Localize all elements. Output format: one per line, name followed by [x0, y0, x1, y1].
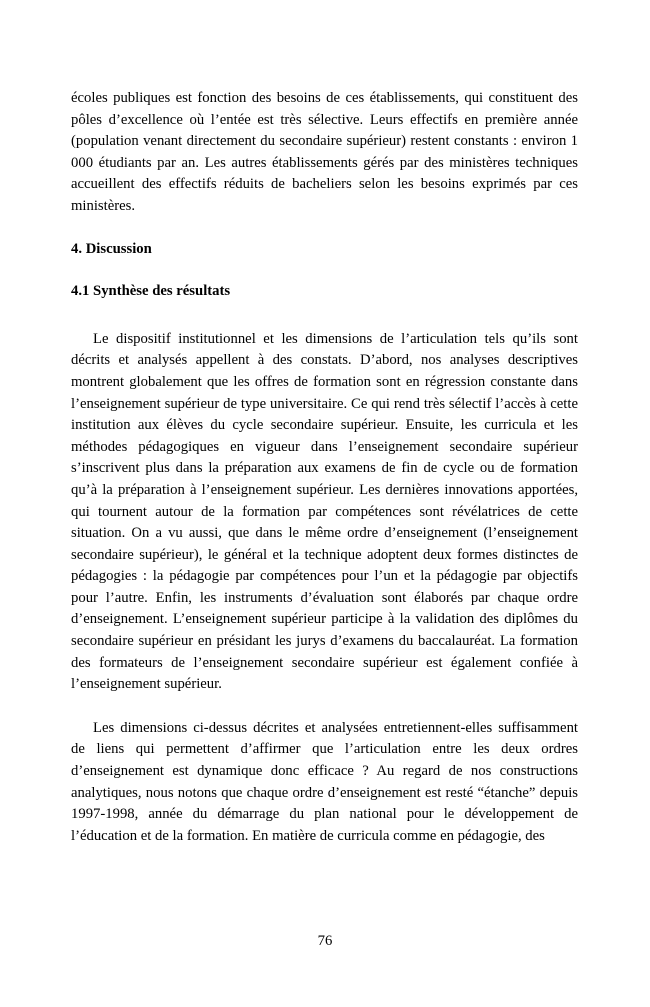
paragraph-synthesis-second: Les dimensions ci-dessus décrites et analysées entretiennent-elles suffisamment de liens qui permettent d’affirmer que l’articulation entre les deux ordres d’enseignement est dynamique donc efficace ? Au regard de nos constructions analytiques, nous notons que chaque ordre d’enseignement est resté “étanche” depuis 1997-1998, année du démarrage du plan national pour le développement de l’éducation et de la formation. En matière de curricula comme en pédagogie, des: [71, 719, 578, 844]
paragraph-intro-continued: écoles publiques est fonction des besoins de ces établissements, qui constituent des pôles d’excellence où l’entée est très sélective. Leurs effectifs en première année (population venant directement du secondaire supérieur) restent constants : environ 1 000 étudiants par an. Les autres établissements gérés par des ministères techniques accueillent des effectifs réduits de bacheliers selon les besoins exprimés par ces ministères.: [71, 90, 578, 214]
section-heading-discussion: 4. Discussion: [71, 240, 152, 257]
spacer-before-subsection-heading: [71, 260, 578, 281]
page-number: 76: [317, 933, 333, 949]
page-text-block: [71, 88, 578, 847]
subsection-heading-synthese: 4.1 Synthèse des résultats: [71, 283, 231, 300]
spacer-between-paragraphs: [71, 696, 578, 718]
spacer-after-subsection-heading: [71, 303, 578, 329]
paragraph-synthesis-first: Le dispositif institutionnel et les dimensions de l’articulation tels qu’ils sont décrits et analysés appellent à des constats. D’abord, nos analyses descriptives montrent globalement que les offres de formation sont en régression constante dans l’enseignement supérieur de type universitaire. Ce qui rend très sélectif l’accès à cette institution aux élèves du cycle secondaire supérieur. Ensuite, les curricula et les méthodes pédagogiques en vigueur dans l’enseignement secondaire supérieur s’inscrivent plus dans la préparation aux examens de fin de cycle ou de formation qu’à la préparation à l’enseignement supérieur. Les dernières innovations apportées, qui tournent autour de la formation par compétences sont révélatrices de cette situation. On a vu aussi, que dans le même ordre d’enseignement (l’enseignement secondaire supérieur), le général et la technique adoptent deux formes distinctes de pédagogies : la pédagogie par compétences pour l’un et la pédagogie par objectifs pour l’autre. Enfin, les instruments d’évaluation sont élaborés par chaque ordre d’enseignement. L’enseignement supérieur participe à la validation des diplômes du secondaire supérieur en présidant les jurys d’examens du baccalauréat. La formation des formateurs de l’enseignement secondaire supérieur est également confiée à l’enseignement supérieur.: [71, 330, 578, 693]
spacer-before-section-heading: [71, 218, 578, 239]
